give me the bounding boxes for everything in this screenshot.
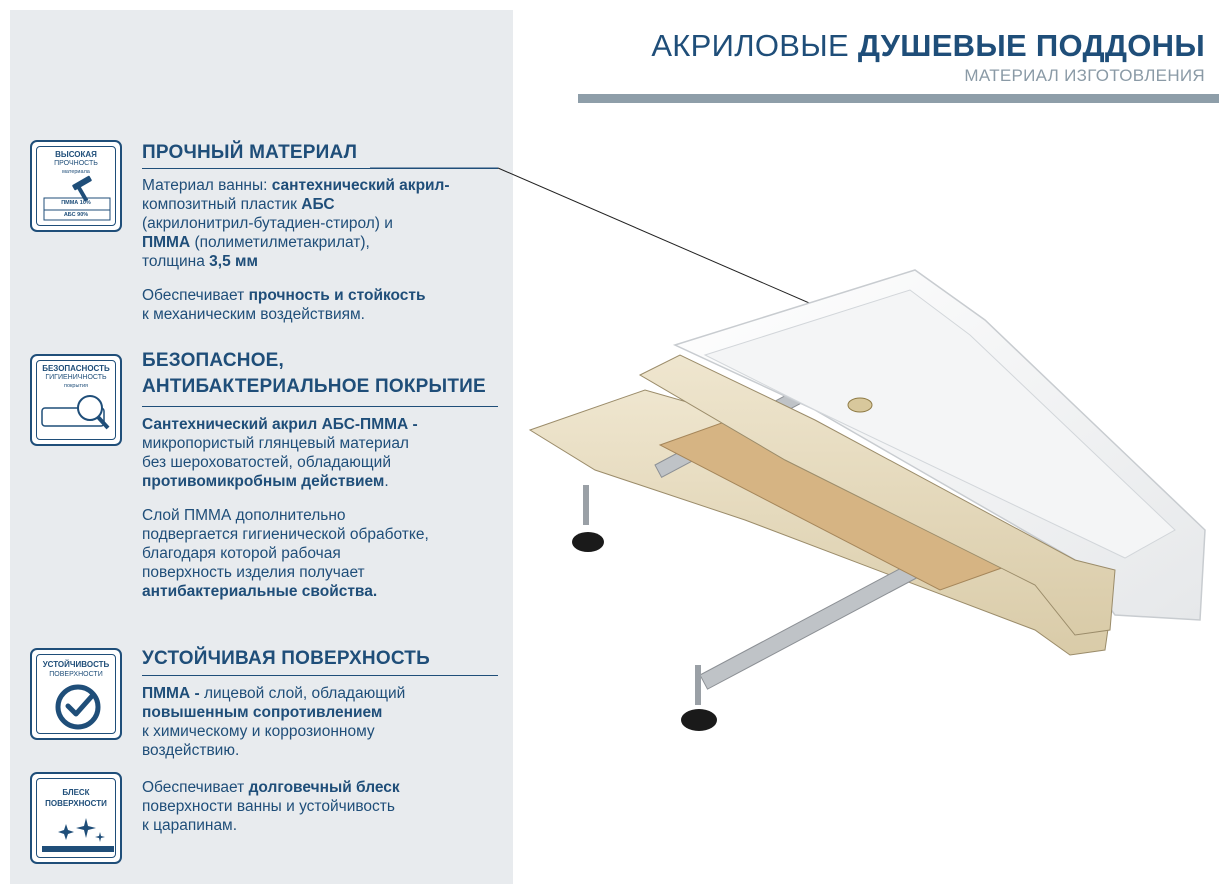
text-run: благодаря которой рабочая — [142, 545, 341, 562]
text-run: поверхности ванны и устойчивость — [142, 798, 395, 815]
text-run: к царапинам. — [142, 817, 238, 834]
text-run: Обеспечивает — [142, 287, 249, 304]
text-run: ПММА — [142, 234, 191, 251]
text-run: долговечный блеск — [248, 779, 400, 796]
shower-tray-illustration — [515, 110, 1215, 750]
section-title-line: АНТИБАКТЕРИАЛЬНОЕ ПОКРЫТИЕ — [142, 376, 486, 397]
text-run: ПММА - — [142, 685, 204, 702]
text-run: без шероховатостей, обладающий — [142, 454, 391, 471]
page-subtitle: МАТЕРИАЛ ИЗГОТОВЛЕНИЯ — [964, 66, 1205, 85]
text-run: лицевой слой, обладающий — [203, 685, 406, 702]
section-title-line: БЕЗОПАСНОЕ, — [142, 350, 285, 371]
badge-text: ВЫСОКАЯ — [55, 150, 97, 159]
text-run: Материал ванны: — [142, 177, 272, 194]
text-run: повышенным сопротивлением — [142, 704, 383, 721]
badge-text: БЛЕСК — [62, 788, 90, 797]
badge-text: ПММА 10% — [61, 200, 91, 206]
page-title-light: АКРИЛОВЫЕ — [651, 28, 858, 63]
text-run: к химическому и коррозионному — [142, 723, 375, 740]
badge-text: ГИГИЕНИЧНОСТЬ — [45, 374, 107, 381]
text-run: сантехнический акрил- — [271, 177, 450, 194]
badge-text: ПОВЕРХНОСТИ — [49, 671, 103, 678]
text-run: антибактериальные свойства. — [142, 583, 378, 600]
text-run: микропористый глянцевый материал — [142, 435, 409, 452]
text-run: противомикробным действием — [142, 473, 385, 490]
section-title: УСТОЙЧИВАЯ ПОВЕРХНОСТЬ — [142, 648, 430, 669]
badge-text: ПРОЧНОСТЬ — [54, 160, 98, 167]
page-title-bold: ДУШЕВЫЕ ПОДДОНЫ — [857, 28, 1205, 63]
badge-text: УСТОЙЧИВОСТЬ — [42, 660, 110, 669]
badge-text: ПОВЕРХНОСТИ — [45, 799, 107, 808]
section-title: ПРОЧНЫЙ МАТЕРИАЛ — [142, 142, 358, 163]
text-run: толщина — [142, 253, 210, 270]
badge-text: материала — [62, 169, 90, 175]
text-run: АБС — [301, 196, 335, 213]
text-run: (полиметилметакрилат), — [190, 234, 370, 251]
text-run: поверхность изделия получает — [142, 564, 365, 581]
badge-text: БЕЗОПАСНОСТЬ — [42, 364, 110, 373]
badge-text: покрытия — [63, 383, 89, 389]
text-run: воздействию. — [142, 742, 240, 759]
text-run: Слой ПММА дополнительно — [142, 507, 346, 524]
badge-text: АБС 90% — [63, 212, 89, 218]
text-run: композитный пластик — [142, 196, 302, 213]
text-run: . — [384, 473, 389, 490]
text-run: Обеспечивает — [142, 779, 249, 796]
text-run: 3,5 мм — [209, 253, 258, 270]
text-run: к механическим воздействиям. — [142, 306, 365, 323]
text-run: прочность и стойкость — [248, 287, 426, 304]
text-run: подвергается гигиенической обработке, — [142, 526, 429, 543]
text-run: Сантехнический акрил АБС-ПММА - — [142, 416, 418, 433]
text-run: (акрилонитрил-бутадиен-стирол) и — [142, 215, 393, 232]
